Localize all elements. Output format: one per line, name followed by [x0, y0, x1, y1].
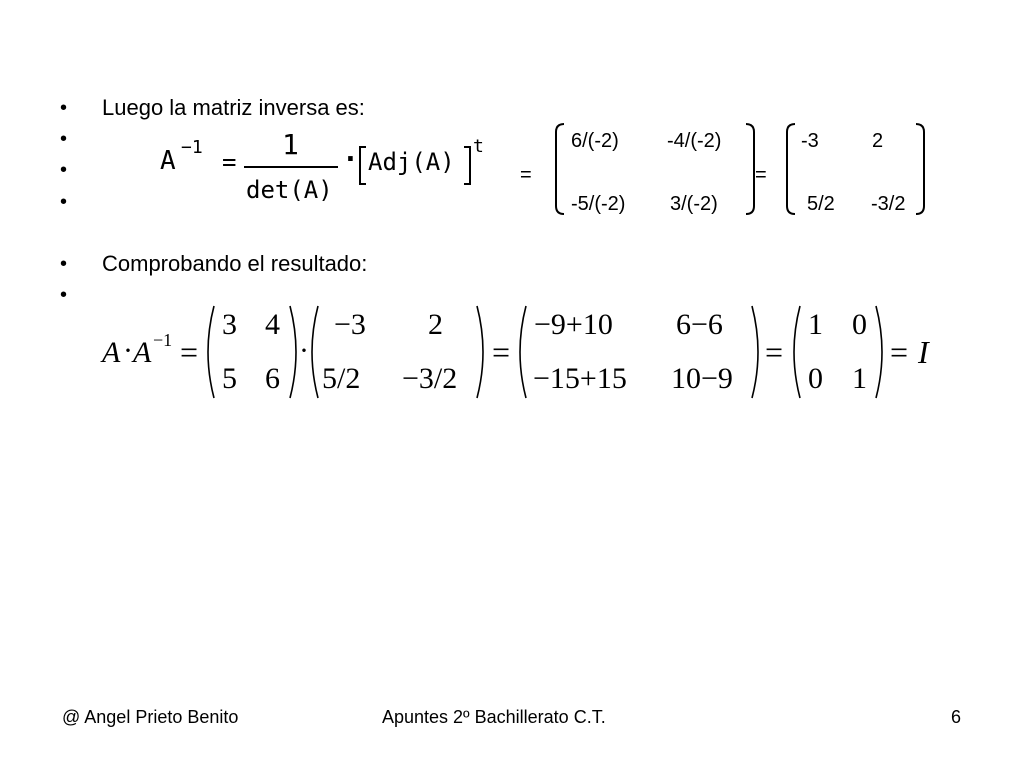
step2-equals: =	[755, 164, 767, 186]
matrix-cell: 10−9	[671, 362, 733, 395]
left-parenthesis	[794, 306, 800, 398]
formula-lhs-exponent: −1	[181, 137, 203, 158]
footer-page-number: 6	[951, 707, 962, 727]
matrix-cell: 6/(-2)	[571, 130, 619, 152]
matrix-cell: 0	[808, 362, 823, 395]
matrix-cell: 0	[852, 308, 867, 341]
matrix-cell: 3	[222, 308, 237, 341]
matrix-cell: 2	[872, 130, 884, 152]
formula-equals: =	[222, 148, 237, 176]
matrix-cell: 6	[265, 362, 280, 395]
bullet: •	[60, 97, 68, 119]
formula-lhs: A	[160, 146, 176, 176]
formula-numerator: 1	[282, 128, 299, 161]
text-line-check: Comprobando el resultado:	[102, 251, 368, 276]
matrix-cell: -4/(-2)	[667, 130, 722, 152]
equals-sign: =	[492, 334, 511, 370]
multiply-dot: ·	[299, 334, 309, 367]
identity-symbol: I	[918, 334, 929, 370]
left-matrix-bracket	[556, 124, 564, 214]
matrix-cell: -3/2	[871, 193, 906, 215]
left-parenthesis	[208, 306, 214, 398]
left-parenthesis	[520, 306, 526, 398]
matrix-cell: 1	[808, 308, 823, 341]
equals-sign: =	[765, 334, 784, 370]
verify-lhs-b: A	[133, 336, 152, 369]
equals-sign: =	[890, 334, 909, 370]
equals-sign: =	[180, 334, 199, 370]
matrix-cell: 4	[265, 308, 280, 341]
matrix-cell: 5/2	[807, 193, 835, 215]
matrix-cell: −15+15	[533, 362, 627, 395]
left-parenthesis	[312, 306, 318, 398]
right-matrix-bracket	[916, 124, 924, 214]
matrix-cell: 3/(-2)	[670, 193, 718, 215]
matrix-cell: −3	[334, 308, 366, 341]
matrix-cell: 5	[222, 362, 237, 395]
bullet: •	[60, 128, 68, 150]
left-square-bracket	[360, 147, 366, 184]
formula-denominator: det(A)	[246, 176, 333, 204]
matrix-cell: -5/(-2)	[571, 193, 626, 215]
footer-course: Apuntes 2º Bachillerato C.T.	[382, 707, 606, 727]
right-matrix-bracket	[746, 124, 754, 214]
formula-adj: Adj(A)	[368, 148, 455, 176]
verify-lhs-a: A	[102, 336, 121, 369]
matrix-cell: 6−6	[676, 308, 723, 341]
matrix-cell: −3/2	[402, 362, 458, 395]
matrix-cell: −9+10	[534, 308, 613, 341]
right-parenthesis	[752, 306, 758, 398]
matrix-cell: 2	[428, 308, 443, 341]
left-matrix-bracket	[787, 124, 795, 214]
matrix-cell: -3	[801, 130, 819, 152]
bullet: •	[60, 159, 68, 181]
bullet: •	[60, 253, 68, 275]
right-square-bracket	[464, 147, 470, 184]
verify-lhs-exponent: −1	[153, 330, 173, 350]
right-parenthesis	[290, 306, 296, 398]
bullet: •	[60, 191, 68, 213]
bullet: •	[60, 284, 68, 306]
matrix-cell: 1	[852, 362, 867, 395]
text-line-inverse: Luego la matriz inversa es:	[102, 95, 365, 120]
matrix-cell: 5/2	[322, 362, 361, 395]
formula-dot: ·	[342, 142, 359, 175]
right-parenthesis	[876, 306, 882, 398]
step1-equals: =	[520, 164, 532, 186]
verify-lhs-dot: ·	[123, 334, 133, 367]
footer-author: @ Angel Prieto Benito	[62, 707, 239, 727]
right-parenthesis	[477, 306, 483, 398]
formula-transpose: t	[473, 136, 484, 157]
